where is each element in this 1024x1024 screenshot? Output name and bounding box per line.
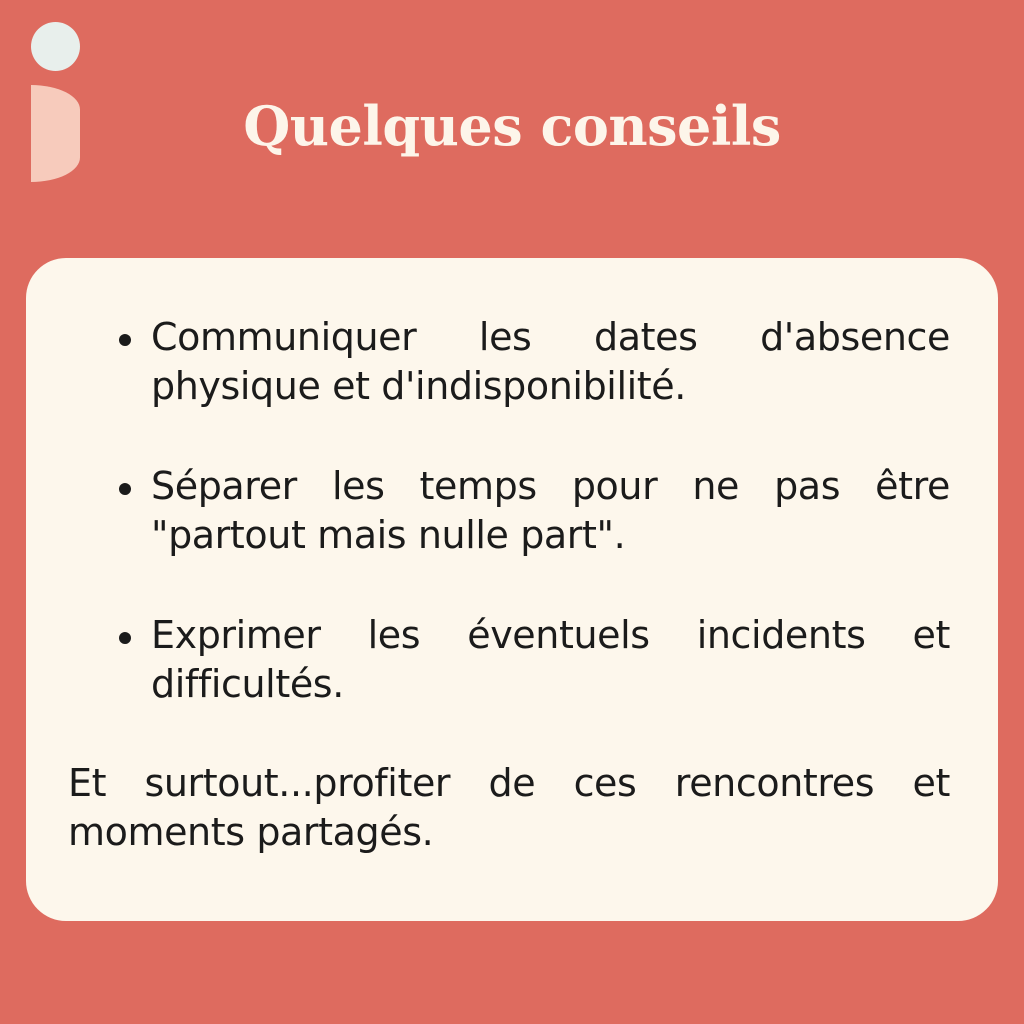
page-title: Quelques conseils (243, 94, 781, 159)
closing-text: Et surtout...profiter de ces rencontres et moments partagés. (68, 761, 950, 854)
tip-item-separate-time: Séparer les temps pour ne pas être "partout mais nulle part". (151, 462, 950, 560)
tips-card (26, 258, 998, 921)
logo-dot-shape (31, 22, 80, 71)
tip-item-express-difficulties: Exprimer les éventuels incidents et difficultés. (151, 611, 950, 709)
tip-item-communicate-absence: Communiquer les dates d'absence physique et d'indisponibilité. (151, 313, 950, 411)
